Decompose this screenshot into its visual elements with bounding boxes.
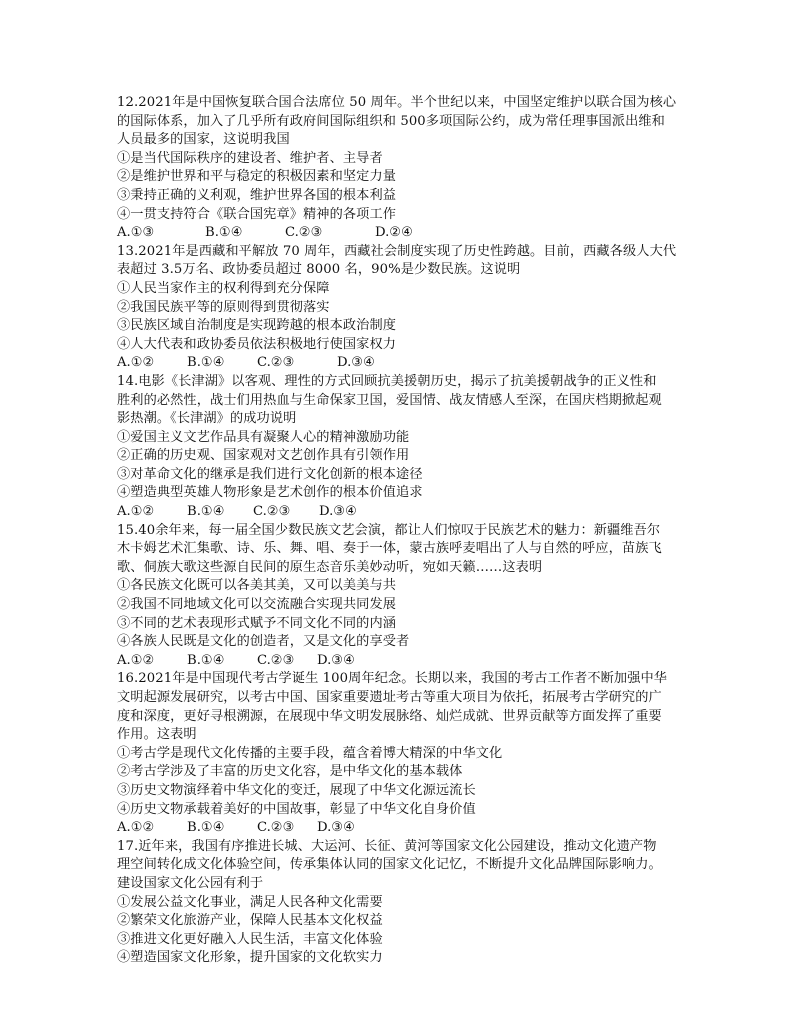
answer-choice-c[interactable]: C.②③ [257, 820, 295, 836]
question-stem-line: 15.40余年来，每一届全国少数民族文艺会演，都让人们惊叹于民族艺术的魅力：新疆维吾尔 [117, 522, 661, 538]
question-stem-line: 13.2021年是西藏和平解放 70 周年，西藏社会制度实现了历史性跨越。目前，西藏各级人大代 [117, 243, 677, 259]
answer-choice-c[interactable]: C.②③ [285, 225, 323, 241]
question-stem-line: 人员最多的国家，这说明我国 [117, 132, 290, 148]
answer-choice-b[interactable]: B.①④ [187, 652, 225, 668]
answer-choices [117, 354, 734, 373]
statement-option-4: ④历史文物承载着美好的中国故事，彰显了中华文化自身价值 [117, 801, 476, 817]
answer-choice-a[interactable]: A.①③ [117, 225, 155, 241]
answer-choices [117, 652, 734, 671]
answer-choice-d[interactable]: D.③④ [317, 820, 355, 836]
answer-choices [117, 819, 734, 838]
statement-option-2: ②考古学涉及了丰富的历史文化容，是中华文化的基本载体 [117, 764, 463, 780]
question-stem-line: 12.2021年是中国恢复联合国合法席位 50 周年。半个世纪以来，中国坚定维护以联合国为核心 [117, 95, 677, 110]
answer-choice-c[interactable]: C.②③ [253, 504, 291, 520]
statement-option-2: ②正确的历史观、国家观对文艺创作具有引领作用 [117, 448, 410, 464]
question-17 [117, 838, 734, 968]
answer-choice-a[interactable]: A.①② [117, 820, 155, 836]
statement-option-4: ④塑造国家文化形象，提升国家的文化软实力 [117, 950, 383, 966]
question-stem-line: 17.近年来，我国有序推进长城、大运河、长征、黄河等国家文化公园建设，推动文化遗产物 [117, 838, 657, 854]
statement-option-3: ③对革命文化的继承是我们进行文化创新的根本途径 [117, 466, 423, 482]
answer-choice-d[interactable]: D.③④ [317, 652, 355, 668]
answer-choices [117, 224, 734, 243]
question-stem-line: 建设国家文化公园有利于 [117, 875, 264, 891]
question-stem-line: 文明起源发展研究，以考古中国、国家重要遗址考古等重大项目为依托，拓展考古学研究的广 [117, 690, 662, 705]
statement-option-3: ③民族区域自治制度是实现跨越的根本政治制度 [117, 318, 397, 334]
answer-choice-d[interactable]: D.②④ [375, 225, 413, 241]
question-stem-line: 作用。这表明 [117, 727, 197, 743]
answer-choice-a[interactable]: A.①② [117, 652, 155, 668]
statement-option-3: ③不同的艺术表现形式赋予不同文化不同的内涵 [117, 615, 397, 631]
question-stem-line: 胜利的必然性，战士们用热血与生命保家卫国，爱国情、战友情感人至深，在国庆档期掀起观 [117, 392, 662, 408]
question-13 [117, 243, 734, 373]
statement-option-1: ①爱国主义文艺作品具有凝聚人心的精神激励功能 [117, 429, 410, 445]
answer-choice-a[interactable]: A.①② [117, 355, 155, 371]
statement-option-1: ①人民当家作主的权利得到充分保障 [117, 280, 330, 296]
statement-option-2: ②我国民族平等的原则得到贯彻落实 [117, 299, 330, 315]
answer-choice-b[interactable]: B.①④ [187, 355, 225, 371]
answer-choice-c[interactable]: C.②③ [257, 355, 295, 371]
statement-option-1: ①发展公益文化事业，满足人民各种文化需要 [117, 894, 383, 910]
question-16 [117, 670, 734, 837]
statement-option-3: ③秉持正确的义利观，维护世界各国的根本利益 [117, 187, 397, 203]
statement-option-1: ①考古学是现代文化传播的主要手段，蕴含着博大精深的中华文化 [117, 745, 503, 761]
statement-option-2: ②是维护世界和平与稳定的积极因素和坚定力量 [117, 169, 397, 185]
statement-option-1: ①各民族文化既可以各美其美，又可以美美与共 [117, 578, 397, 594]
question-stem-line: 16.2021年是中国现代考古学诞生 100周年纪念。长期以来，我国的考古工作者不断加强中华 [117, 671, 668, 687]
answer-choice-a[interactable]: A.①② [117, 504, 155, 520]
statement-option-2: ②繁荣文化旅游产业，保障人民基本文化权益 [117, 913, 383, 929]
answer-choice-b[interactable]: B.①④ [187, 820, 225, 836]
statement-option-4: ④塑造典型英雄人物形象是艺术创作的根本价值追求 [117, 485, 423, 501]
question-15 [117, 522, 734, 671]
answer-choice-d[interactable]: D.③④ [337, 355, 375, 371]
answer-choices [117, 503, 734, 522]
answer-choice-b[interactable]: B.①④ [187, 504, 225, 520]
statement-option-4: ④各族人民既是文化的创造者，又是文化的享受者 [117, 634, 410, 650]
question-stem-line: 理空间转化成文化体验空间，传承集体认同的国家文化记忆，不断提升文化品牌国际影响力。 [117, 857, 662, 873]
question-14 [117, 373, 734, 522]
question-stem-line: 木卡姆艺术汇集歌、诗、乐、舞、唱、奏于一体，蒙古族呼麦唱出了人与自然的呼应，苗族飞 [117, 541, 662, 557]
question-stem-line: 度和深度，更好寻根溯源，在展现中华文明发展脉络、灿烂成就、世界贡献等方面发挥了重要 [117, 708, 662, 724]
answer-choice-b[interactable]: B.①④ [205, 225, 243, 241]
question-stem-line: 表超过 3.5万名、政协委员超过 8000 名，90%是少数民族。这说明 [117, 262, 521, 278]
answer-choice-c[interactable]: C.②③ [257, 652, 295, 668]
statement-option-3: ③历史文物演绎着中华文化的变迁，展现了中华文化源远流长 [117, 782, 476, 798]
question-12 [117, 94, 734, 243]
question-stem-line: 的国际体系，加入了几乎所有政府间国际组织和 500多项国际公约，成为常任理事国派出维和 [117, 113, 665, 129]
statement-option-4: ④一贯支持符合《联合国宪章》精神的各项工作 [117, 206, 397, 222]
question-stem-line: 歌、侗族大歌这些源自民间的原生态音乐美妙动听，宛如天籁……这表明 [117, 559, 543, 575]
question-stem-line: 影热潮。《长津湖》的成功说明 [117, 411, 297, 427]
statement-option-4: ④人大代表和政协委员依法积极地行使国家权力 [117, 336, 397, 352]
question-stem-line: 14.电影《长津湖》以客观、理性的方式回顾抗美援朝历史，揭示了抗美援朝战争的正义性和 [117, 373, 657, 389]
answer-choice-d[interactable]: D.③④ [319, 504, 357, 520]
statement-option-3: ③推进文化更好融入人民生活，丰富文化体验 [117, 931, 383, 947]
statement-option-1: ①是当代国际秩序的建设者、维护者、主导者 [117, 150, 383, 166]
statement-option-2: ②我国不同地域文化可以交流融合实现共同发展 [117, 597, 397, 613]
